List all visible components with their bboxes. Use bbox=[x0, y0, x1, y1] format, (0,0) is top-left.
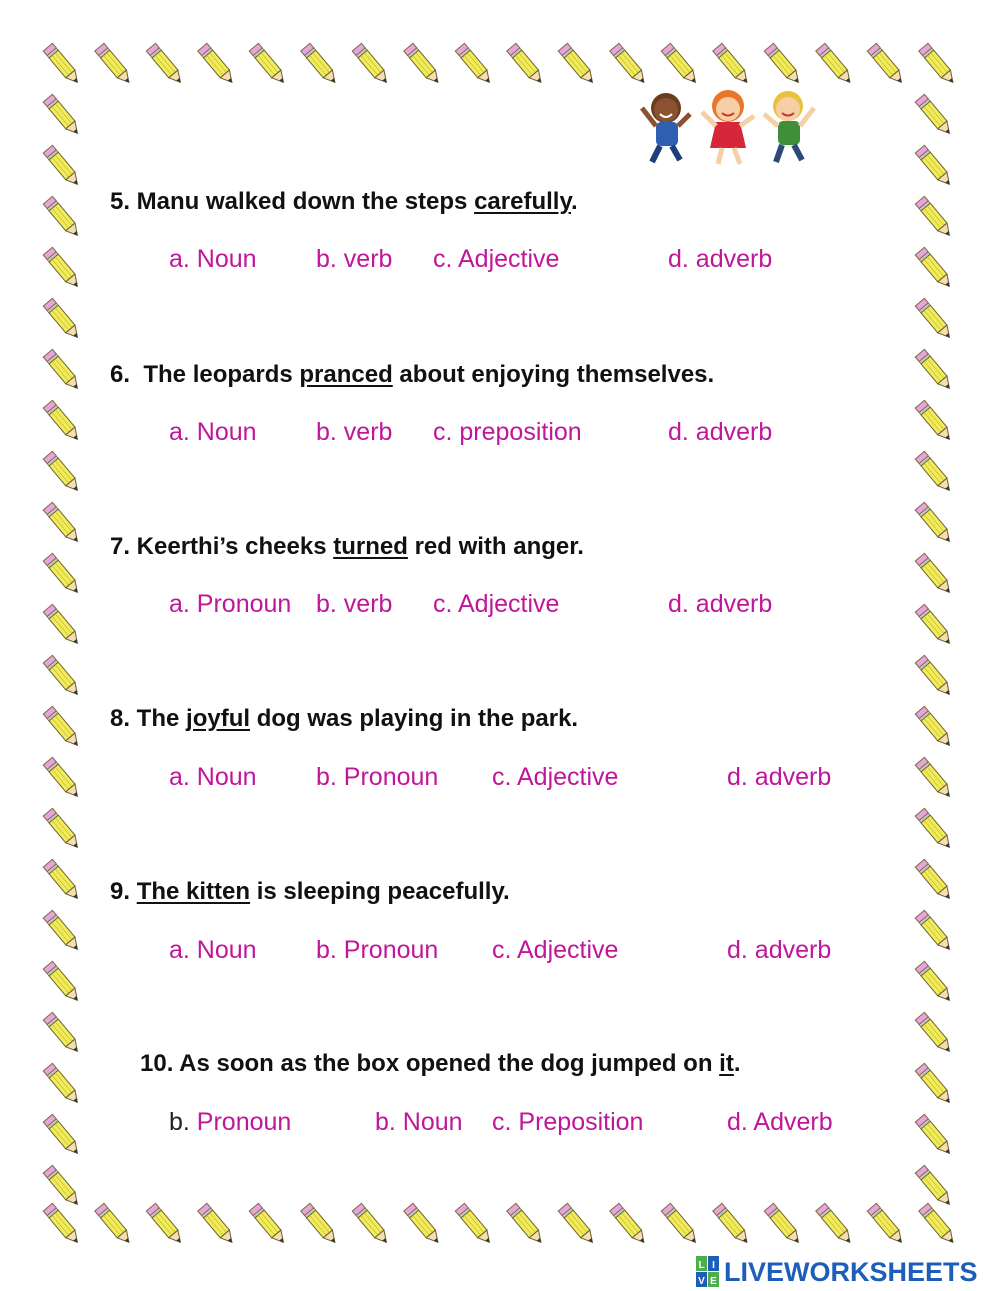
underlined-word: carefully bbox=[474, 188, 572, 215]
pencil-icon bbox=[301, 1203, 340, 1246]
pencil-icon bbox=[915, 1165, 954, 1208]
pencil-icon bbox=[915, 553, 954, 596]
question-text-end: red with anger. bbox=[407, 533, 584, 560]
pencil-icon bbox=[764, 1203, 803, 1246]
question-10 bbox=[140, 1049, 741, 1079]
option-b[interactable]: b. verb bbox=[316, 245, 393, 273]
pencil-icon bbox=[915, 961, 954, 1004]
option-a[interactable] bbox=[169, 1107, 291, 1137]
option-d[interactable]: d. Adverb bbox=[727, 1108, 833, 1136]
pencil-icon bbox=[43, 43, 82, 86]
pencil-icon bbox=[915, 298, 954, 341]
pencil-icon bbox=[915, 247, 954, 290]
question-7 bbox=[110, 532, 584, 562]
option-a[interactable]: a. Noun bbox=[169, 763, 257, 791]
pencil-icon bbox=[146, 43, 185, 86]
pencil-icon bbox=[610, 43, 649, 86]
option-a[interactable]: a. Noun bbox=[169, 936, 257, 964]
pencil-icon bbox=[816, 1203, 855, 1246]
pencil-icon bbox=[915, 655, 954, 698]
liveworksheets-logo[interactable] bbox=[696, 1256, 978, 1288]
pencil-icon bbox=[43, 655, 82, 698]
question-8 bbox=[110, 704, 578, 734]
pencil-icon bbox=[915, 1114, 954, 1157]
pencil-icon bbox=[915, 502, 954, 545]
pencil-icon bbox=[43, 910, 82, 953]
pencil-icon bbox=[146, 1203, 185, 1246]
pencil-icon bbox=[43, 553, 82, 596]
pencil-icon bbox=[507, 1203, 546, 1246]
option-d[interactable]: d. adverb bbox=[727, 936, 832, 964]
question-text: 9. bbox=[110, 878, 137, 905]
pencil-icon bbox=[43, 1203, 82, 1246]
option-a[interactable]: a. Noun bbox=[169, 418, 257, 446]
pencil-icon bbox=[558, 43, 597, 86]
liveworksheets-logo-icon bbox=[696, 1256, 720, 1288]
pencil-icon bbox=[43, 502, 82, 545]
question-text: 7. Keerthi’s cheeks bbox=[110, 533, 334, 560]
pencil-icon bbox=[43, 604, 82, 647]
pencil-icon bbox=[713, 43, 752, 86]
pencil-icon bbox=[816, 43, 855, 86]
option-c[interactable]: c. Adjective bbox=[492, 763, 619, 791]
pencil-icon bbox=[43, 757, 82, 800]
question-text-end: . bbox=[733, 1050, 741, 1077]
pencil-icon bbox=[867, 1203, 906, 1246]
option-d[interactable]: d. adverb bbox=[727, 763, 832, 791]
pencil-icon bbox=[198, 43, 237, 86]
pencil-icon bbox=[43, 298, 82, 341]
option-b[interactable]: b. Noun bbox=[375, 1108, 463, 1136]
underlined-word: The kitten bbox=[136, 878, 251, 905]
pencil-icon bbox=[43, 196, 82, 239]
pencil-icon bbox=[915, 757, 954, 800]
pencil-icon bbox=[915, 400, 954, 443]
brand-name: LIVEWORKSHEETS bbox=[724, 1256, 978, 1287]
pencil-icon bbox=[198, 1203, 237, 1246]
pencil-icon bbox=[915, 145, 954, 188]
question-text: 5. Manu walked down the steps bbox=[110, 188, 475, 215]
children-jumping-illustration bbox=[636, 86, 826, 172]
question-9 bbox=[110, 877, 510, 907]
pencil-icon bbox=[507, 43, 546, 86]
badge-letter-i: I bbox=[712, 1260, 715, 1271]
pencil-icon bbox=[867, 43, 906, 86]
pencil-icon bbox=[915, 604, 954, 647]
pencil-icon bbox=[43, 94, 82, 137]
pencil-icon bbox=[915, 1012, 954, 1055]
option-b[interactable]: b. Pronoun bbox=[316, 936, 439, 964]
pencil-icon bbox=[915, 196, 954, 239]
option-d[interactable]: d. adverb bbox=[668, 590, 773, 618]
pencil-icon bbox=[661, 43, 700, 86]
pencil-icon bbox=[915, 706, 954, 749]
option-c[interactable]: c. Preposition bbox=[492, 1108, 644, 1136]
question-6 bbox=[110, 360, 714, 390]
option-label: Pronoun bbox=[196, 1108, 292, 1136]
badge-letter-l: L bbox=[698, 1260, 705, 1271]
child-right-figure bbox=[764, 91, 814, 162]
pencil-icon bbox=[249, 1203, 288, 1246]
pencil-icon bbox=[915, 451, 954, 494]
pencil-icon bbox=[43, 1165, 82, 1208]
pencil-icon bbox=[43, 145, 82, 188]
option-a[interactable]: a. Noun bbox=[169, 245, 257, 273]
option-d[interactable]: d. adverb bbox=[668, 418, 773, 446]
pencil-icon bbox=[43, 247, 82, 290]
option-c[interactable]: c. Adjective bbox=[492, 936, 619, 964]
question-text: 6. The leopards bbox=[110, 361, 300, 388]
pencil-icon bbox=[610, 1203, 649, 1246]
question-text: 10. As soon as the box opened the dog jumped on bbox=[140, 1050, 720, 1077]
option-a[interactable]: a. Pronoun bbox=[169, 590, 292, 618]
pencil-icon bbox=[43, 859, 82, 902]
option-b[interactable]: b. verb bbox=[316, 418, 393, 446]
question-text-end: about enjoying themselves. bbox=[392, 361, 715, 388]
option-d[interactable]: d. adverb bbox=[668, 245, 773, 273]
pencil-icon bbox=[43, 1114, 82, 1157]
badge-letter-e: E bbox=[710, 1276, 717, 1287]
child-left-figure bbox=[642, 93, 690, 162]
pencil-icon bbox=[352, 43, 391, 86]
pencil-icon bbox=[43, 808, 82, 851]
pencil-icon bbox=[95, 1203, 134, 1246]
question-text-end: is sleeping peacefully. bbox=[250, 878, 510, 905]
pencil-icon bbox=[95, 43, 134, 86]
pencil-icon bbox=[915, 808, 954, 851]
pencil-icon bbox=[915, 859, 954, 902]
pencil-icon bbox=[43, 400, 82, 443]
option-prefix: b. bbox=[169, 1108, 197, 1136]
pencil-icon bbox=[301, 43, 340, 86]
pencil-icon bbox=[919, 43, 958, 86]
pencil-icon bbox=[455, 43, 494, 86]
underlined-word: turned bbox=[333, 533, 408, 560]
pencil-icon bbox=[661, 1203, 700, 1246]
pencil-icon bbox=[404, 43, 443, 86]
option-c[interactable]: c. Adjective bbox=[433, 245, 560, 273]
pencil-icon bbox=[43, 1063, 82, 1106]
option-b[interactable]: b. verb bbox=[316, 590, 393, 618]
option-b[interactable]: b. Pronoun bbox=[316, 763, 439, 791]
pencil-icon bbox=[915, 349, 954, 392]
pencil-icon bbox=[915, 1063, 954, 1106]
child-middle-figure bbox=[702, 90, 754, 164]
badge-letter-v: V bbox=[698, 1276, 705, 1287]
underlined-word: joyful bbox=[186, 705, 251, 732]
pencil-icon bbox=[43, 1012, 82, 1055]
option-c[interactable]: c. preposition bbox=[433, 418, 582, 446]
pencil-icon bbox=[455, 1203, 494, 1246]
pencil-icon bbox=[713, 1203, 752, 1246]
underlined-word: it bbox=[719, 1050, 734, 1077]
question-text-end: . bbox=[571, 188, 578, 215]
pencil-icon bbox=[919, 1203, 958, 1246]
pencil-icon bbox=[915, 910, 954, 953]
option-c[interactable]: c. Adjective bbox=[433, 590, 560, 618]
question-text: 8. The bbox=[110, 705, 187, 732]
question-5 bbox=[110, 187, 578, 217]
underlined-word: pranced bbox=[299, 361, 393, 388]
pencil-icon bbox=[43, 706, 82, 749]
pencil-icon bbox=[558, 1203, 597, 1246]
pencil-icon bbox=[764, 43, 803, 86]
pencil-icon bbox=[43, 451, 82, 494]
pencil-icon bbox=[352, 1203, 391, 1246]
pencil-icon bbox=[43, 349, 82, 392]
pencil-icon bbox=[249, 43, 288, 86]
pencil-icon bbox=[915, 94, 954, 137]
pencil-icon bbox=[43, 961, 82, 1004]
question-text-end: dog was playing in the park. bbox=[250, 705, 579, 732]
pencil-icon bbox=[404, 1203, 443, 1246]
